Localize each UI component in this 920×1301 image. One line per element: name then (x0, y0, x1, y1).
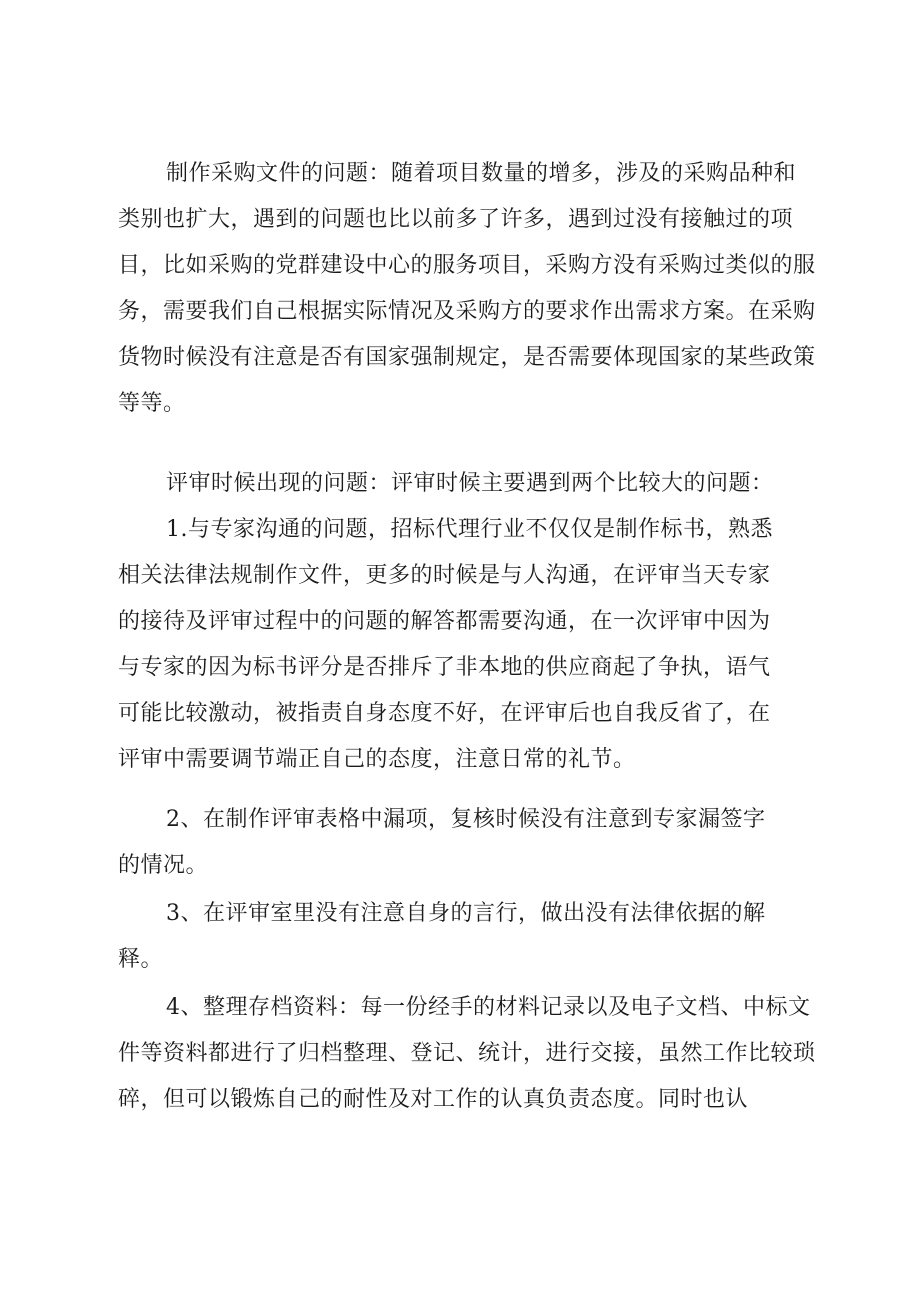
paragraph-procurement-documents: 制作采购文件的问题：随着项目数量的增多，涉及的采购品种和类别也扩大，遇到的问题也比以前多了许多，遇到过没有接触过的项目，比如采购的党群建设中心的服务项目，采购方没有采购过类似的服务，需要我们自己根据实际情况及采购方的要求作出需求方案。在采购货物时候没有注意是否有国家强制规定，是否需要体现国家的某些政策等等。 (118, 161, 816, 416)
paragraph-review-room-conduct: 3、在评审室里没有注意自身的言行，做出没有法律依据的解释。 (118, 901, 766, 972)
paragraph-archive-materials: 4、整理存档资料：每一份经手的材料记录以及电子文档、中标文件等资料都进行了归档整理、登记、统计，进行交接，虽然工作比较琐碎，但可以锻炼自己的耐性及对工作的认真负责态度。同时也认 (118, 995, 816, 1112)
paragraph-review-problems: 评审时候出现的问题：评审时候主要遇到两个比较大的问题： (166, 471, 774, 496)
paragraph-expert-communication: 1.与专家沟通的问题，招标代理行业不仅仅是制作标书，熟悉相关法律法规制作文件，更多的时候是与人沟通，在评审当天专家的接待及评审过程中的问题的解答都需要沟通，在一次评审中因为与专家的因为标书评分是否排斥了非本地的供应商起了争执，语气可能比较激动，被指责自身态度不好，在评审后也自我反省了，在评审中需要调节端正自己的态度，注意日常的礼节。 (118, 517, 773, 772)
paragraph-missing-items: 2、在制作评审表格中漏项，复核时候没有注意到专家漏签字的情况。 (118, 807, 766, 878)
